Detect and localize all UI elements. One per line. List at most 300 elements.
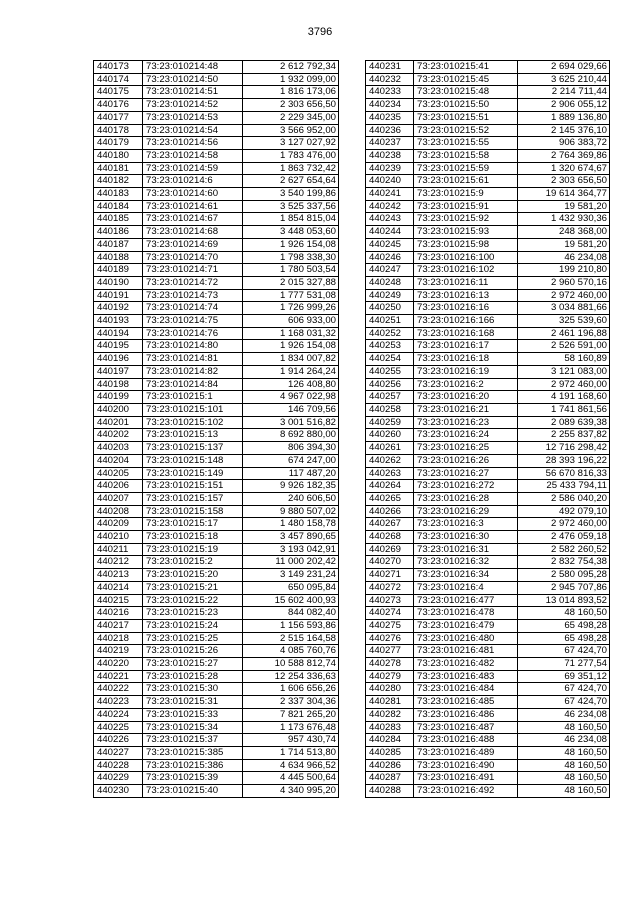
table-row [94,302,339,315]
table-row [366,99,610,112]
value-cell: 146 709,56 [243,403,339,416]
row-id-cell: 440246 [366,251,414,264]
value-cell: 2 337 304,36 [243,696,339,709]
table-row [94,137,339,150]
table-row [94,442,339,455]
table-row [94,632,339,645]
row-id-cell: 440272 [366,581,414,594]
value-cell: 2 960 570,16 [518,276,610,289]
cadastral-number-cell: 73:23:010215:19 [143,543,243,556]
value-cell: 4 967 022,98 [243,391,339,404]
row-id-cell: 440219 [94,645,143,658]
value-cell: 3 540 199,86 [243,188,339,201]
value-cell: 1 932 099,00 [243,73,339,86]
cadastral-number-cell: 73:23:010215:24 [143,619,243,632]
value-cell: 1 432 930,36 [518,213,610,226]
table-row [94,772,339,785]
cadastral-number-cell: 73:23:010215:51 [414,111,518,124]
row-id-cell: 440206 [94,480,143,493]
cadastral-number-cell: 73:23:010215:41 [414,61,518,74]
cadastral-number-cell: 73:23:010215:31 [143,696,243,709]
table-row [366,353,610,366]
table-row [366,454,610,467]
table-row [366,276,610,289]
cadastral-number-cell: 73:23:010216:490 [414,759,518,772]
row-id-cell: 440256 [366,378,414,391]
value-cell: 48 160,50 [518,759,610,772]
table-row [94,73,339,86]
table-row [94,645,339,658]
table-row [366,315,610,328]
row-id-cell: 440213 [94,569,143,582]
cadastral-number-cell: 73:23:010216:25 [414,442,518,455]
row-id-cell: 440266 [366,505,414,518]
value-cell: 46 234,08 [518,251,610,264]
row-id-cell: 440284 [366,734,414,747]
cadastral-number-cell: 73:23:010214:75 [143,315,243,328]
value-cell: 240 606,50 [243,492,339,505]
value-cell: 48 160,50 [518,746,610,759]
value-cell: 1 714 513,80 [243,746,339,759]
value-cell: 28 393 196,22 [518,454,610,467]
table-row [366,73,610,86]
row-id-cell: 440255 [366,365,414,378]
cadastral-number-cell: 73:23:010214:60 [143,188,243,201]
cadastral-number-cell: 73:23:010216:483 [414,670,518,683]
cadastral-number-cell: 73:23:010215:52 [414,124,518,137]
row-id-cell: 440239 [366,162,414,175]
row-id-cell: 440204 [94,454,143,467]
value-cell: 2 972 460,00 [518,289,610,302]
row-id-cell: 440227 [94,746,143,759]
row-id-cell: 440268 [366,531,414,544]
table-row [366,708,610,721]
value-cell: 67 424,70 [518,696,610,709]
cadastral-number-cell: 73:23:010215:61 [414,175,518,188]
value-cell: 3 448 053,60 [243,226,339,239]
cadastral-number-cell: 73:23:010215:30 [143,683,243,696]
cadastral-number-cell: 73:23:010216:27 [414,467,518,480]
value-cell: 1 926 154,08 [243,340,339,353]
value-cell: 4 445 500,64 [243,772,339,785]
row-id-cell: 440282 [366,708,414,721]
row-id-cell: 440179 [94,137,143,150]
value-cell: 1 834 007,82 [243,353,339,366]
value-cell: 3 566 952,00 [243,124,339,137]
table-row [94,340,339,353]
cadastral-number-cell: 73:23:010215:17 [143,518,243,531]
table-row [94,264,339,277]
row-id-cell: 440205 [94,467,143,480]
cadastral-number-cell: 73:23:010214:56 [143,137,243,150]
value-cell: 1 606 656,26 [243,683,339,696]
value-cell: 3 457 890,65 [243,531,339,544]
table-row [94,238,339,251]
cadastral-number-cell: 73:23:010215:55 [414,137,518,150]
cadastral-number-cell: 73:23:010214:71 [143,264,243,277]
row-id-cell: 440226 [94,734,143,747]
table-row [366,264,610,277]
cadastral-number-cell: 73:23:010215:158 [143,505,243,518]
value-cell: 48 160,50 [518,607,610,620]
row-id-cell: 440199 [94,391,143,404]
table-row [366,772,610,785]
value-cell: 1 816 173,06 [243,86,339,99]
row-id-cell: 440174 [94,73,143,86]
cadastral-number-cell: 73:23:010214:74 [143,302,243,315]
row-id-cell: 440258 [366,403,414,416]
value-cell: 1 173 676,48 [243,721,339,734]
value-cell: 12 254 336,63 [243,670,339,683]
row-id-cell: 440229 [94,772,143,785]
table-row [94,416,339,429]
table-row [366,149,610,162]
row-id-cell: 440252 [366,327,414,340]
right-table [365,60,610,798]
cadastral-number-cell: 73:23:010215:34 [143,721,243,734]
table-row [94,99,339,112]
value-cell: 3 121 083,00 [518,365,610,378]
value-cell: 2 089 639,38 [518,416,610,429]
cadastral-number-cell: 73:23:010216:29 [414,505,518,518]
table-row [94,759,339,772]
table-row [366,785,610,798]
cadastral-number-cell: 73:23:010216:30 [414,531,518,544]
table-row [94,200,339,213]
row-id-cell: 440201 [94,416,143,429]
table-row [94,746,339,759]
row-id-cell: 440176 [94,99,143,112]
cadastral-number-cell: 73:23:010216:481 [414,645,518,658]
cadastral-number-cell: 73:23:010215:58 [414,149,518,162]
value-cell: 2 580 095,28 [518,569,610,582]
cadastral-number-cell: 73:23:010216:17 [414,340,518,353]
cadastral-number-cell: 73:23:010215:25 [143,632,243,645]
value-cell: 1 168 031,32 [243,327,339,340]
row-id-cell: 440177 [94,111,143,124]
row-id-cell: 440257 [366,391,414,404]
cadastral-number-cell: 73:23:010215:13 [143,429,243,442]
value-cell: 806 394,30 [243,442,339,455]
row-id-cell: 440276 [366,632,414,645]
row-id-cell: 440186 [94,226,143,239]
value-cell: 56 670 816,33 [518,467,610,480]
value-cell: 1 783 476,00 [243,149,339,162]
row-id-cell: 440245 [366,238,414,251]
value-cell: 8 692 880,00 [243,429,339,442]
table-row [366,238,610,251]
table-row [366,251,610,264]
table-row [366,429,610,442]
value-cell: 1 320 674,67 [518,162,610,175]
row-id-cell: 440209 [94,518,143,531]
table-row [366,365,610,378]
table-row [94,619,339,632]
row-id-cell: 440232 [366,73,414,86]
row-id-cell: 440223 [94,696,143,709]
cadastral-number-cell: 73:23:010215:91 [414,200,518,213]
table-row [366,289,610,302]
row-id-cell: 440180 [94,149,143,162]
value-cell: 9 880 507,02 [243,505,339,518]
row-id-cell: 440198 [94,378,143,391]
row-id-cell: 440182 [94,175,143,188]
table-row [366,442,610,455]
table-row [94,289,339,302]
cadastral-number-cell: 73:23:010216:492 [414,785,518,798]
row-id-cell: 440281 [366,696,414,709]
value-cell: 2 526 591,00 [518,340,610,353]
cadastral-number-cell: 73:23:010215:92 [414,213,518,226]
cadastral-number-cell: 73:23:010216:488 [414,734,518,747]
cadastral-number-cell: 73:23:010214:80 [143,340,243,353]
cadastral-number-cell: 73:23:010216:23 [414,416,518,429]
value-cell: 3 193 042,91 [243,543,339,556]
value-cell: 4 085 760,76 [243,645,339,658]
row-id-cell: 440185 [94,213,143,226]
value-cell: 9 926 182,35 [243,480,339,493]
row-id-cell: 440278 [366,658,414,671]
table-row [366,391,610,404]
value-cell: 65 498,28 [518,632,610,645]
cadastral-number-cell: 73:23:010214:76 [143,327,243,340]
row-id-cell: 440210 [94,531,143,544]
table-row [366,226,610,239]
table-row [366,734,610,747]
row-id-cell: 440283 [366,721,414,734]
table-row [94,175,339,188]
row-id-cell: 440260 [366,429,414,442]
row-id-cell: 440193 [94,315,143,328]
value-cell: 67 424,70 [518,645,610,658]
value-cell: 19 614 364,77 [518,188,610,201]
cadastral-number-cell: 73:23:010215:148 [143,454,243,467]
cadastral-number-cell: 73:23:010215:28 [143,670,243,683]
value-cell: 3 525 337,56 [243,200,339,213]
cadastral-number-cell: 73:23:010216:32 [414,556,518,569]
value-cell: 117 487,20 [243,467,339,480]
row-id-cell: 440234 [366,99,414,112]
table-row [94,188,339,201]
cadastral-number-cell: 73:23:010215:40 [143,785,243,798]
cadastral-number-cell: 73:23:010216:491 [414,772,518,785]
table-row [94,226,339,239]
table-row [94,505,339,518]
row-id-cell: 440247 [366,264,414,277]
cadastral-number-cell: 73:23:010216:168 [414,327,518,340]
value-cell: 46 234,08 [518,708,610,721]
row-id-cell: 440287 [366,772,414,785]
table-row [366,696,610,709]
table-row [94,454,339,467]
cadastral-number-cell: 73:23:010215:157 [143,492,243,505]
value-cell: 11 000 202,42 [243,556,339,569]
table-row [366,683,610,696]
cadastral-number-cell: 73:23:010214:69 [143,238,243,251]
table-row [94,721,339,734]
table-row [94,607,339,620]
value-cell: 3 149 231,24 [243,569,339,582]
table-row [366,607,610,620]
value-cell: 1 798 338,30 [243,251,339,264]
row-id-cell: 440248 [366,276,414,289]
value-cell: 2 832 754,38 [518,556,610,569]
row-id-cell: 440241 [366,188,414,201]
value-cell: 492 079,10 [518,505,610,518]
row-id-cell: 440203 [94,442,143,455]
cadastral-number-cell: 73:23:010214:68 [143,226,243,239]
table-row [366,670,610,683]
row-id-cell: 440231 [366,61,414,74]
cadastral-number-cell: 73:23:010216:16 [414,302,518,315]
table-row [366,61,610,74]
row-id-cell: 440187 [94,238,143,251]
row-id-cell: 440237 [366,137,414,150]
row-id-cell: 440230 [94,785,143,798]
value-cell: 19 581,20 [518,200,610,213]
value-cell: 2 906 055,12 [518,99,610,112]
cadastral-number-cell: 73:23:010215:18 [143,531,243,544]
value-cell: 3 034 881,66 [518,302,610,315]
value-cell: 3 001 516,82 [243,416,339,429]
cadastral-number-cell: 73:23:010215:33 [143,708,243,721]
value-cell: 1 863 732,42 [243,162,339,175]
table-row [94,492,339,505]
cadastral-number-cell: 73:23:010216:18 [414,353,518,366]
value-cell: 2 255 837,82 [518,429,610,442]
table-row [366,416,610,429]
row-id-cell: 440259 [366,416,414,429]
cadastral-number-cell: 73:23:010214:54 [143,124,243,137]
value-cell: 15 602 400,93 [243,594,339,607]
table-row [366,581,610,594]
cadastral-number-cell: 73:23:010214:84 [143,378,243,391]
value-cell: 4 634 966,52 [243,759,339,772]
value-cell: 248 368,00 [518,226,610,239]
cadastral-number-cell: 73:23:010216:4 [414,581,518,594]
row-id-cell: 440253 [366,340,414,353]
value-cell: 2 303 656,50 [518,175,610,188]
cadastral-number-cell: 73:23:010216:100 [414,251,518,264]
value-cell: 1 777 531,08 [243,289,339,302]
cadastral-number-cell: 73:23:010216:482 [414,658,518,671]
cadastral-number-cell: 73:23:010215:39 [143,772,243,785]
row-id-cell: 440233 [366,86,414,99]
cadastral-number-cell: 73:23:010216:21 [414,403,518,416]
value-cell: 674 247,00 [243,454,339,467]
value-cell: 19 581,20 [518,238,610,251]
row-id-cell: 440267 [366,518,414,531]
cadastral-number-cell: 73:23:010216:102 [414,264,518,277]
row-id-cell: 440208 [94,505,143,518]
cadastral-number-cell: 73:23:010216:2 [414,378,518,391]
cadastral-number-cell: 73:23:010216:31 [414,543,518,556]
cadastral-number-cell: 73:23:010215:2 [143,556,243,569]
value-cell: 199 210,80 [518,264,610,277]
value-cell: 2 515 164,58 [243,632,339,645]
row-id-cell: 440181 [94,162,143,175]
table-row [366,111,610,124]
cadastral-number-cell: 73:23:010215:93 [414,226,518,239]
cadastral-number-cell: 73:23:010215:149 [143,467,243,480]
cadastral-number-cell: 73:23:010214:51 [143,86,243,99]
table-row [366,403,610,416]
cadastral-number-cell: 73:23:010215:48 [414,86,518,99]
value-cell: 3 625 210,44 [518,73,610,86]
value-cell: 2 229 345,00 [243,111,339,124]
table-row [94,429,339,442]
row-id-cell: 440280 [366,683,414,696]
row-id-cell: 440218 [94,632,143,645]
value-cell: 1 854 815,04 [243,213,339,226]
cadastral-number-cell: 73:23:010215:23 [143,607,243,620]
row-id-cell: 440263 [366,467,414,480]
cadastral-number-cell: 73:23:010214:6 [143,175,243,188]
cadastral-number-cell: 73:23:010215:101 [143,403,243,416]
cadastral-number-cell: 73:23:010216:166 [414,315,518,328]
table-row [366,658,610,671]
row-id-cell: 440195 [94,340,143,353]
cadastral-number-cell: 73:23:010214:70 [143,251,243,264]
table-row [94,315,339,328]
row-id-cell: 440228 [94,759,143,772]
row-id-cell: 440214 [94,581,143,594]
value-cell: 1 889 136,80 [518,111,610,124]
row-id-cell: 440285 [366,746,414,759]
table-row [94,467,339,480]
value-cell: 46 234,08 [518,734,610,747]
cadastral-number-cell: 73:23:010215:386 [143,759,243,772]
table-row [366,327,610,340]
row-id-cell: 440222 [94,683,143,696]
cadastral-number-cell: 73:23:010215:26 [143,645,243,658]
table-row [94,658,339,671]
page-number: 3796 [307,26,333,38]
value-cell: 71 277,54 [518,658,610,671]
row-id-cell: 440191 [94,289,143,302]
value-cell: 48 160,50 [518,721,610,734]
value-cell: 1 156 593,86 [243,619,339,632]
table-row [94,683,339,696]
cadastral-number-cell: 73:23:010215:45 [414,73,518,86]
value-cell: 2 461 196,88 [518,327,610,340]
value-cell: 1 780 503,54 [243,264,339,277]
cadastral-number-cell: 73:23:010214:53 [143,111,243,124]
cadastral-number-cell: 73:23:010215:385 [143,746,243,759]
value-cell: 12 716 298,42 [518,442,610,455]
table-row [94,785,339,798]
cadastral-number-cell: 73:23:010214:67 [143,213,243,226]
cadastral-number-cell: 73:23:010215:20 [143,569,243,582]
table-row [366,137,610,150]
table-row [366,340,610,353]
table-row [94,149,339,162]
value-cell: 7 821 265,20 [243,708,339,721]
table-row [366,188,610,201]
cadastral-number-cell: 73:23:010215:21 [143,581,243,594]
cadastral-number-cell: 73:23:010216:477 [414,594,518,607]
table-row [94,708,339,721]
cadastral-number-cell: 73:23:010215:102 [143,416,243,429]
cadastral-number-cell: 73:23:010214:82 [143,365,243,378]
table-row [94,670,339,683]
value-cell: 2 145 376,10 [518,124,610,137]
cadastral-number-cell: 73:23:010216:484 [414,683,518,696]
value-cell: 69 351,12 [518,670,610,683]
value-cell: 650 095,84 [243,581,339,594]
value-cell: 2 582 260,52 [518,543,610,556]
row-id-cell: 440265 [366,492,414,505]
